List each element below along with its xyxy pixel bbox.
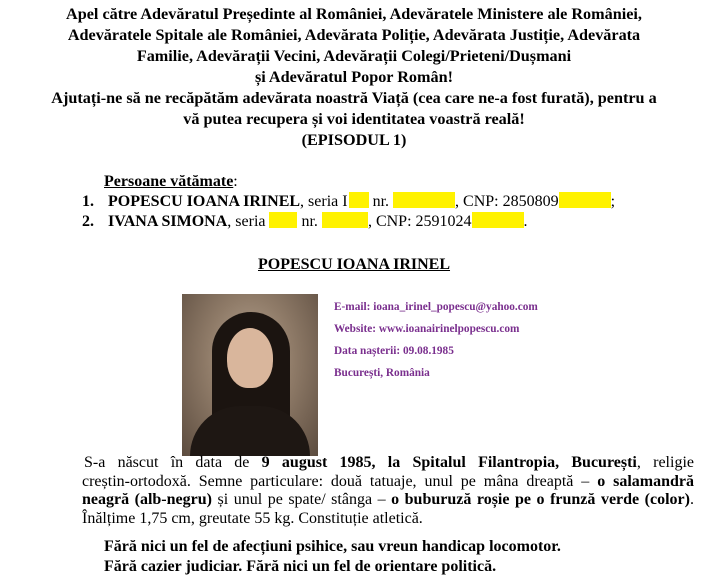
heading-line-6: vă putea recupera și voi identitatea voastră reală! <box>183 110 525 128</box>
description-text: creștin-ortodoxă. Semne particulare: două tatuaje, unul pe mâna dreaptă – <box>82 472 598 490</box>
heading-line-2: Adevăratele Spitale ale României, Adevărata Poliție, Adevărata Justiție, Adevărata <box>67 26 641 44</box>
persons-label-text: Persoane vătămate <box>104 173 234 190</box>
episode-label: (EPISODUL 1) <box>301 131 407 149</box>
heading-line-4: și Adevăratul Popor Român! <box>254 68 453 86</box>
heading-line-1: Apel către Adevăratul Președinte al României, Adevăratele Ministere ale României, <box>66 5 642 23</box>
description-text: , religie <box>636 454 694 471</box>
description-line-3 <box>82 491 694 510</box>
description-bold: neagră (alb-negru) <box>82 491 212 508</box>
person-cnp: , CNP: 2591024 <box>367 213 472 230</box>
persons-label <box>104 172 238 192</box>
website-line[interactable]: Website: www.ioanairinelpopescu.com <box>334 323 520 335</box>
person-number: 1. <box>82 193 94 210</box>
description-line-1 <box>82 454 694 473</box>
redaction-block <box>472 212 524 228</box>
description-text: S-a născut în data de <box>84 454 262 471</box>
description-line-2 <box>82 473 694 492</box>
description-bold: o salamandră <box>597 472 694 490</box>
heading-line-5: Ajutați-ne să ne recăpătăm adevărata noastră Viață (cea care ne-a fost furată), pentru a <box>51 89 657 107</box>
birth-date-line: Data nașterii: 09.08.1985 <box>334 345 454 357</box>
person-nr: nr. <box>297 213 318 230</box>
birth-place-line: București, România <box>334 367 430 379</box>
description-text: și unul pe spate/ stânga – <box>211 491 392 508</box>
person-end: . <box>523 213 528 230</box>
person-nr: nr. <box>368 193 390 210</box>
person-number: 2. <box>82 213 94 230</box>
profile-photo <box>182 294 318 456</box>
contact-info <box>334 299 538 387</box>
description-text: . <box>689 491 694 508</box>
person-row-2 <box>82 212 528 232</box>
document-heading <box>0 4 708 151</box>
health-statement: Fără nici un fel de afecțiuni psihice, sau vreun handicap locomotor. <box>104 538 561 555</box>
record-statement: Fără cazier judiciar. Fără nici un fel de orientare politică. <box>104 558 497 575</box>
redaction-block <box>349 192 369 208</box>
person-row-1 <box>82 192 615 212</box>
redaction-block <box>393 192 455 208</box>
photo-body <box>190 406 310 456</box>
redaction-block <box>269 212 297 228</box>
person-seria: , seria <box>227 213 266 230</box>
redaction-block <box>559 192 611 208</box>
redaction-block <box>322 212 368 228</box>
description-line-4: Înălțime 1,75 cm, greutate 55 kg. Constituție atletică. <box>82 509 423 527</box>
person-name: POPESCU IOANA IRINEL <box>108 193 301 210</box>
persons-label-colon: : <box>233 173 238 190</box>
person-name: IVANA SIMONA <box>108 213 228 230</box>
person-end: ; <box>610 193 616 210</box>
person-cnp: , CNP: 2850809 <box>455 193 559 210</box>
description-paragraph <box>82 454 694 528</box>
description-bold: 9 august 1985, la Spitalul Filantropia, București <box>261 454 637 471</box>
description-bold: o buburuză roșie pe o frunză verde (color) <box>391 491 690 508</box>
profile-title: POPESCU IOANA IRINEL <box>257 256 451 273</box>
person-seria: , seria I <box>300 193 348 210</box>
heading-line-3: Familie, Adevărații Vecini, Adevărații Colegi/Prieteni/Dușmani <box>136 47 572 65</box>
photo-face <box>227 328 273 388</box>
email-line[interactable]: E-mail: ioana_irinel_popescu@yahoo.com <box>334 301 538 313</box>
